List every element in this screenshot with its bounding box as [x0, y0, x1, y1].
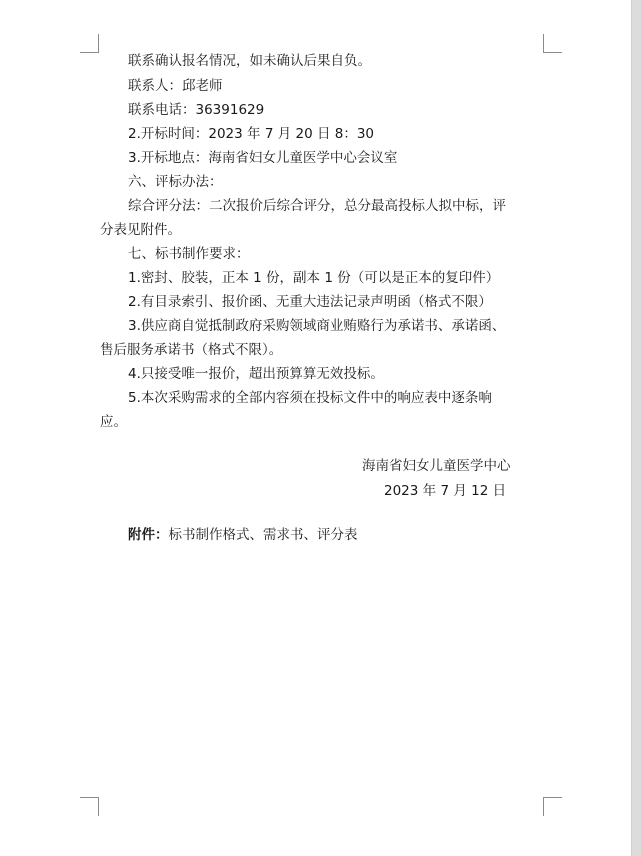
section-heading: 七、标书制作要求：	[128, 246, 250, 262]
attachment-line	[128, 527, 358, 543]
body-line: 3.开标地点：海南省妇女儿童医学中心会议室	[128, 150, 398, 166]
body-line: 4.只接受唯一报价，超出预算算无效投标。	[128, 366, 384, 382]
body-line: 5.本次采购需求的全部内容须在投标文件中的响应表中逐条响	[128, 390, 492, 406]
crop-mark-top-right	[543, 34, 562, 53]
body-line: 联系人：邱老师	[128, 78, 223, 94]
signature-organization: 海南省妇女儿童医学中心	[362, 458, 511, 474]
crop-mark-top-left	[80, 34, 99, 53]
body-line: 2.开标时间：2023 年 7 月 20 日 8：30	[128, 126, 375, 142]
body-line: 应。	[100, 414, 127, 430]
body-line: 联系确认报名情况，如未确认后果自负。	[128, 53, 371, 69]
body-line: 3.供应商自觉抵制政府采购领域商业贿赂行为承诺书、承诺函、	[128, 318, 506, 334]
attachment-label: 附件：	[128, 527, 169, 543]
body-line: 综合评分法：二次报价后综合评分，总分最高投标人拟中标，评	[128, 198, 506, 214]
body-line: 分表见附件。	[100, 222, 181, 238]
body-line: 1.密封、胶装，正本 1 份，副本 1 份（可以是正本的复印件）	[128, 270, 500, 286]
signature-date: 2023 年 7 月 12 日	[384, 483, 507, 499]
body-line: 售后服务承诺书（格式不限）。	[100, 342, 283, 358]
scrollbar[interactable]	[632, 0, 641, 856]
crop-mark-bottom-right	[543, 797, 562, 816]
crop-mark-bottom-left	[80, 797, 99, 816]
section-heading: 六、评标办法：	[128, 174, 223, 190]
body-line: 2.有目录索引、报价函、无重大违法记录声明函（格式不限）	[128, 294, 492, 310]
attachment-text: 标书制作格式、需求书、评分表	[168, 527, 358, 543]
body-line: 联系电话：36391629	[128, 102, 265, 118]
